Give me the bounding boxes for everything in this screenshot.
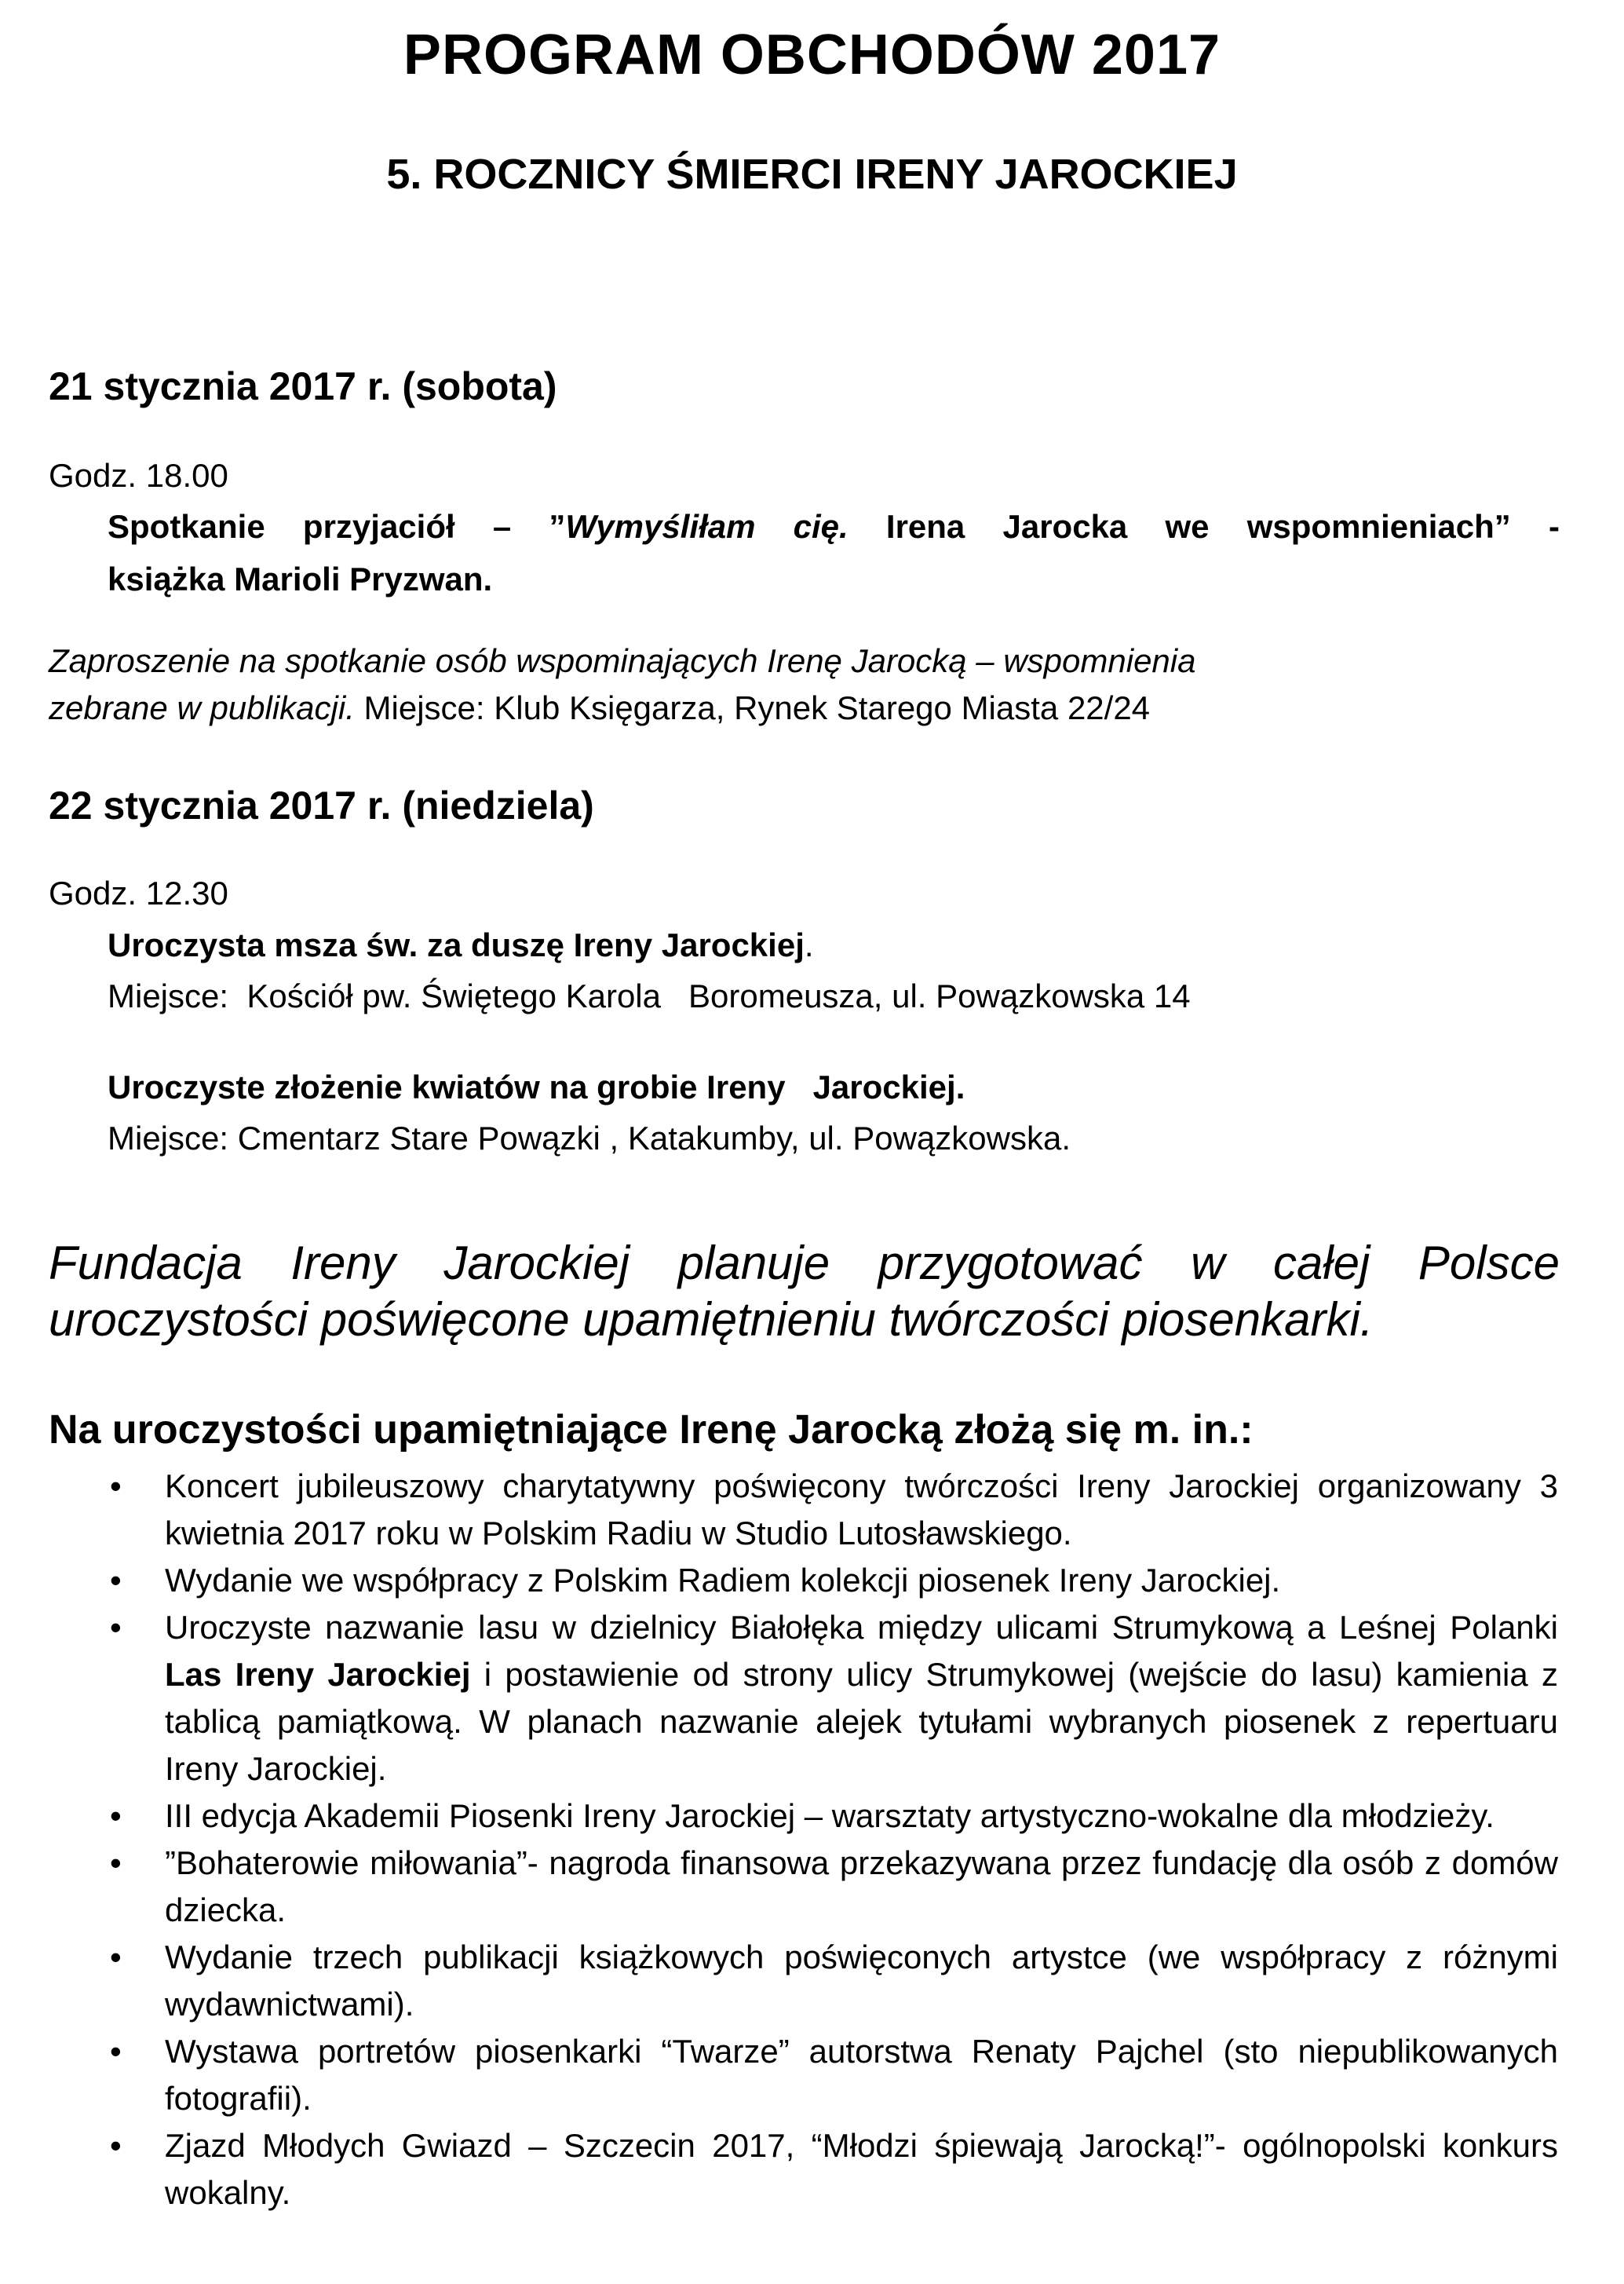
bullet-icon: • [110,1844,122,1881]
list-item [0,1840,1558,1934]
list-item-text-post: i postawienie od strony ulicy Strumykowej (wejście do lasu) kamienia z tablicą pamiątkową. W planach nazwanie alejek tytułami wybranych piosenek z repertuaru Ireny Jarockiej. [165,1656,1558,1787]
list-item [0,1463,1558,1557]
list-item-text: Zjazd Młodych Gwiazd – Szczecin 2017, “Młodzi śpiewają Jarocką!”- ogólnopolski konkurs wokalny. [165,2127,1558,2211]
day2-event1-title: Uroczysta msza św. za duszę Ireny Jarockiej [108,926,805,963]
list-item [0,1792,1558,1840]
list-item-text: III edycja Akademii Piosenki Ireny Jarockiej – warsztaty artystyczno-wokalne dla młodzieży. [165,1797,1494,1834]
list-item-text: Wydanie we współpracy z Polskim Radiem kolekcji piosenek Ireny Jarockiej. [165,1562,1281,1599]
day1-event-part1: Spotkanie przyjaciół – ” [108,508,566,545]
day2-date: 22 stycznia 2017 r. (niedziela) [49,784,594,828]
page-title: PROGRAM OBCHODÓW 2017 [403,24,1221,86]
bullet-icon: • [110,2033,122,2070]
list-item [0,2122,1558,2216]
day1-event-line1 [108,503,1560,550]
list-item-text: Wystawa portretów piosenkarki “Twarze” autorstwa Renaty Pajchel (sto niepublikowanych fotografii). [165,2033,1558,2117]
day2-event1 [108,922,814,969]
list-item-text: ”Bohaterowie miłowania”- nagroda finansowa przekazywana przez fundację dla osób z domów dziecka. [165,1844,1558,1928]
day1-desc-place: Miejsce: Klub Księgarza, Rynek Starego Miasta 22/24 [354,689,1151,726]
list-item-text: Wydanie trzech publikacji książkowych poświęconych artystce (we współpracy z różnymi wydawnictwami). [165,1939,1558,2023]
list-item-text-pre: Uroczyste nazwanie lasu w dzielnicy Białołęka między ulicami Strumykową a Leśnej Polanki [165,1609,1558,1646]
bullet-icon: • [110,1797,122,1834]
day2-event1-dot: . [804,926,814,963]
list-item [0,1557,1558,1604]
bullet-icon: • [110,1467,122,1504]
day2-event2-place: Miejsce: Cmentarz Stare Powązki , Katakumby, ul. Powązkowska. [108,1120,1071,1157]
day2-event1-place: Miejsce: Kościół pw. Świętego Karola Boromeusza, ul. Powązkowska 14 [108,978,1191,1014]
bullet-icon: • [110,1562,122,1599]
day2-time: Godz. 12.30 [49,875,228,912]
day1-event-italic: Wymyśliłam cię. [565,508,848,545]
bullet-icon: • [110,2127,122,2164]
bullet-icon: • [110,1609,122,1646]
list-heading: Na uroczystości upamiętniające Irenę Jarocką złożą się m. in.: [49,1407,1254,1453]
day1-event-part2: Irena Jarocka we wspomnieniach” - [848,508,1560,545]
list-item [0,2028,1558,2122]
list-item-text-bold: Las Ireny Jarockiej [165,1656,471,1693]
list-item-text: Koncert jubileuszowy charytatywny poświęcony twórczości Ireny Jarockiej organizowany 3 kwietnia 2017 roku w Polskim Radiu w Studio Lutosławskiego. [165,1467,1558,1551]
list-item [0,1934,1558,2028]
day1-desc-line1 [49,638,1195,685]
day2-event2-title: Uroczyste złożenie kwiatów na grobie Ireny Jarockiej. [108,1069,965,1105]
day1-date: 21 stycznia 2017 r. (sobota) [49,364,557,408]
list-item [0,1604,1558,1792]
day1-event-line2: książka Marioli Pryzwan. [108,561,493,597]
bullet-icon: • [110,1939,122,1975]
page-subtitle: 5. ROCZNICY ŚMIERCI IRENY JAROCKIEJ [386,151,1238,198]
foundation-text: Fundacja Ireny Jarockiej planuje przygotować w całej Polsce uroczystości poświęcone upamiętnieniu twórczości piosenkarki. [49,1237,1560,1346]
day1-time: Godz. 18.00 [49,457,228,494]
day1-desc-italic-1: Zaproszenie na spotkanie osób wspominających Irenę Jarocką – wspomnienia [49,642,1196,679]
day1-desc-line2 [49,685,1150,732]
celebrations-list [0,1463,1624,2216]
day1-desc-italic-2: zebrane w publikacji. [49,689,355,726]
